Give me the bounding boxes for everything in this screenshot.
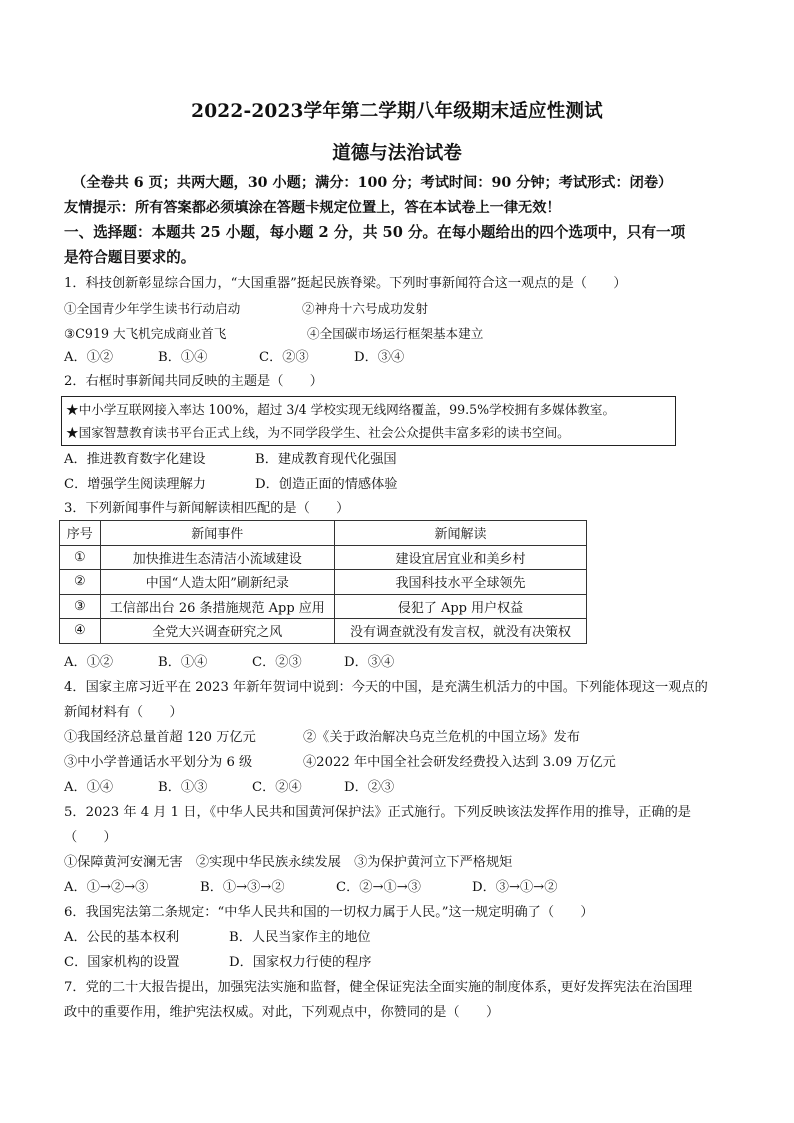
q2-option-a[interactable]: A．推进教育数字化建设 — [64, 452, 206, 467]
q4-stem-line2: 新闻材料有（ ） — [64, 705, 183, 720]
q1-option-c[interactable]: C．②③ — [259, 350, 309, 365]
q5-option-a[interactable]: A．①→②→③ — [64, 880, 149, 895]
q6-option-a[interactable]: A．公民的基本权利 — [64, 930, 180, 945]
exam-info: （全卷共 6 页；共两大题，30 小题；满分：100 分；考试时间：90 分钟；考试形式：闭卷） — [72, 175, 673, 191]
q2-option-c[interactable]: C．增强学生阅读理解力 — [64, 477, 206, 492]
table-cell: ④ — [60, 619, 101, 644]
section-instruction-line2: 是符合题目要求的。 — [64, 249, 196, 266]
q3-option-d[interactable]: D．③④ — [344, 655, 395, 670]
table-cell: ① — [60, 545, 101, 570]
section-instruction-line1: 一、选择题：本题共 25 小题，每小题 2 分，共 50 分。在每小题给出的四个选项中，只有一项 — [64, 224, 686, 241]
q6-option-d[interactable]: D．国家权力行使的程序 — [229, 955, 372, 970]
q5-items: ①保障黄河安澜无害 ②实现中华民族永续发展 ③为保护黄河立下严格规矩 — [64, 855, 513, 870]
table-header-row — [60, 521, 587, 546]
table-cell: 全党大兴调查研究之风 — [100, 619, 334, 644]
q4-item-3: ③中小学普通话水平划分为 6 级 — [64, 755, 253, 770]
table-cell: ② — [60, 570, 101, 595]
q4-option-a[interactable]: A．①④ — [64, 780, 114, 795]
q1-stem: 1．科技创新彰显综合国力，“大国重器”挺起民族脊梁。下列时事新闻符合这一观点的是（ ） — [64, 276, 627, 291]
q4-item-2: ②《关于政治解决乌克兰危机的中国立场》发布 — [303, 730, 580, 745]
table-cell: 我国科技水平全球领先 — [334, 570, 586, 595]
table-cell: 工信部出台 26 条措施规范 App 应用 — [100, 594, 334, 619]
table-row — [60, 619, 587, 644]
q5-stem-line1: 5．2023 年 4 月 1 日，《中华人民共和国黄河保护法》正式施行。下列反映该法发挥作用的推导，正确的是 — [64, 805, 691, 820]
table-row — [60, 570, 587, 595]
table-row — [60, 594, 587, 619]
table-cell: 中国“人造太阳”刷新纪录 — [100, 570, 334, 595]
q2-option-d[interactable]: D．创造正面的情感体验 — [255, 477, 398, 492]
q4-option-c[interactable]: C．②④ — [252, 780, 302, 795]
q2-stem: 2．右框时事新闻共同反映的主题是（ ） — [64, 374, 323, 389]
table-cell: 加快推进生态清洁小流域建设 — [100, 545, 334, 570]
table-cell: 侵犯了 App 用户权益 — [334, 594, 586, 619]
q1-item-4: ④全国碳市场运行框架基本建立 — [307, 326, 484, 341]
q2-option-b[interactable]: B．建成教育现代化强国 — [255, 452, 397, 467]
table-header-cell: 新闻事件 — [100, 521, 334, 546]
table-row — [60, 545, 587, 570]
table-cell: 建设宜居宜业和美乡村 — [334, 545, 586, 570]
q3-option-c[interactable]: C．②③ — [252, 655, 302, 670]
q5-option-b[interactable]: B．①→③→② — [200, 880, 285, 895]
q5-option-c[interactable]: C．②→①→③ — [336, 880, 421, 895]
table-header-cell: 序号 — [60, 521, 101, 546]
q6-option-b[interactable]: B．人民当家作主的地位 — [229, 930, 371, 945]
q2-news-box — [61, 396, 676, 446]
q1-item-2: ②神舟十六号成功发射 — [302, 301, 428, 316]
q5-stem-line2: （ ） — [64, 830, 117, 845]
q5-option-d[interactable]: D．③→①→② — [472, 880, 558, 895]
q7-stem-line2: 政中的重要作用，维护宪法权威。对此，下列观点中，你赞同的是（ ） — [64, 1005, 500, 1020]
q7-stem-line1: 7．党的二十大报告提出，加强宪法实施和监督，健全保证宪法全面实施的制度体系，更好发挥宪法在治国理 — [64, 980, 693, 995]
q2-news-2: ★国家智慧教育读书平台正式上线，为不同学段学生、社会公众提供丰富多彩的读书空间。 — [66, 425, 570, 440]
exam-subtitle: 道德与法治试卷 — [332, 143, 462, 164]
q1-option-a[interactable]: A．①② — [64, 350, 114, 365]
q1-option-b[interactable]: B．①④ — [158, 350, 208, 365]
q3-stem: 3．下列新闻事件与新闻解读相匹配的是（ ） — [64, 501, 350, 516]
q4-item-4: ④2022 年中国全社会研发经费投入达到 3.09 万亿元 — [303, 755, 616, 770]
q6-stem: 6．我国宪法第二条规定：“中华人民共和国的一切权力属于人民。”这一规定明确了（ ） — [64, 905, 594, 920]
q3-news-table — [59, 520, 587, 644]
exam-title: 2022-2023学年第二学期八年级期末适应性测试 — [191, 101, 603, 122]
q1-option-d[interactable]: D．③④ — [354, 350, 405, 365]
q3-option-b[interactable]: B．①④ — [158, 655, 208, 670]
q3-option-a[interactable]: A．①② — [64, 655, 114, 670]
table-cell: ③ — [60, 594, 101, 619]
q4-item-1: ①我国经济总量首超 120 万亿元 — [64, 730, 256, 745]
q1-item-1: ①全国青少年学生读书行动启动 — [64, 301, 241, 316]
table-cell: 没有调查就没有发言权，就没有决策权 — [334, 619, 586, 644]
q4-option-d[interactable]: D．②③ — [344, 780, 395, 795]
q1-item-3: ③C919 大飞机完成商业首飞 — [64, 326, 227, 341]
q4-stem-line1: 4．国家主席习近平在 2023 年新年贺词中说到：今天的中国，是充满生机活力的中国。下列能体现这一观点的 — [64, 680, 708, 695]
q2-news-1: ★中小学互联网接入率达 100%，超过 3/4 学校实现无线网络覆盖，99.5%学校拥有多媒体教室。 — [66, 402, 616, 417]
table-header-cell: 新闻解读 — [334, 521, 586, 546]
q6-option-c[interactable]: C．国家机构的设置 — [64, 955, 180, 970]
friendly-tip: 友情提示：所有答案都必须填涂在答题卡规定位置上，答在本试卷上一律无效！ — [64, 200, 561, 216]
q4-option-b[interactable]: B．①③ — [158, 780, 208, 795]
